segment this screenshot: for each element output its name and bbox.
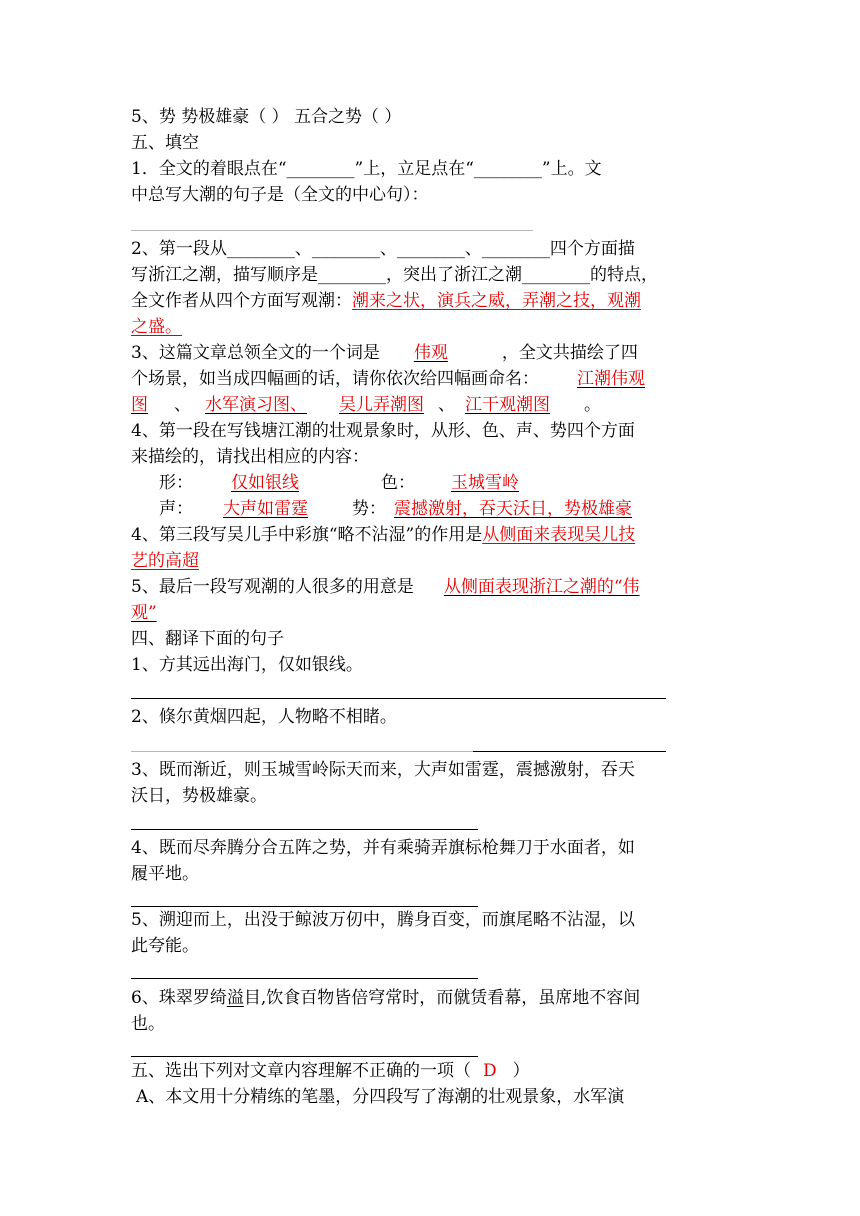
q5-line-b: [131, 601, 171, 627]
choose-answer: D: [483, 1061, 497, 1081]
q2-answer-2: 之盛。: [131, 317, 182, 337]
fill-heading: 五、填空: [131, 133, 199, 153]
q5-prompt: 5、最后一段写观潮的人很多的用意是: [131, 577, 414, 597]
translate-s2-rule-b[interactable]: [473, 751, 666, 752]
translate-heading: 四、翻译下面的句子: [131, 629, 284, 649]
q2-line-d: [131, 315, 182, 341]
q2-line-c: [131, 289, 641, 315]
translate-s2: 2、倏尔黄烟四起，人物略不相睹。: [131, 707, 397, 727]
form-label: 形：: [159, 473, 193, 493]
translate-s4-rule[interactable]: [131, 906, 478, 907]
form-answer: 仅如银线: [231, 473, 299, 493]
choose-heading: [131, 1059, 530, 1085]
translate-s6-b: 也。: [131, 1014, 165, 1034]
q4-form-color-line: [159, 471, 535, 497]
s6-post: 目,饮食百物皆倍穹常时，而僦赁看幕，虽席地不容间: [243, 988, 641, 1008]
translate-s3-a: 3、既而渐近，则玉城雪岭际天而来，大声如雷霆，震撼激射，吞天: [131, 760, 635, 780]
section5-line: 5、势 势极雄豪（ ） 五合之势（ ）: [131, 107, 402, 127]
q2-line-b: 写浙江之潮，描写顺序是________，突出了浙江之潮________的特点，: [131, 265, 658, 285]
choose-heading-post: ）: [512, 1061, 530, 1081]
translate-s6-rule[interactable]: [131, 1056, 478, 1057]
q1-answer-rule: [131, 230, 533, 231]
q1-line-b: 中总写大潮的句子是（全文的中心句）：: [131, 185, 429, 205]
s6-underlined-char: 溢: [226, 988, 244, 1008]
q5-answer-1: 从侧面表现浙江之潮的“伟: [443, 577, 640, 597]
translate-s6-a: [131, 986, 640, 1012]
q3-prompt: 3、这篇文章总领全文的一个词是: [131, 343, 380, 363]
q4-line-b: 来描绘的，请找出相应的内容：: [131, 447, 369, 467]
translate-s4-a: 4、既而尽奔腾分合五阵之势，并有乘骑弄旗标枪舞刀于水面者，如: [131, 838, 635, 858]
q5-line-a: [131, 575, 640, 601]
translate-s5-b: 此夸能。: [131, 936, 199, 956]
q4b-line-a: [131, 523, 635, 549]
q3-picture-3: 吴儿弄潮图: [339, 395, 424, 415]
q5-answer-2: 观”: [131, 603, 157, 623]
color-label: 色：: [381, 473, 415, 493]
q4-line-a: 4、第一段在写钱塘江潮的壮观景象时，从形、色、声、势四个方面: [131, 421, 635, 441]
sound-label: 声：: [159, 499, 193, 519]
q4b-answer-2: 艺的高超: [131, 551, 199, 571]
color-answer: 玉城雪岭: [451, 473, 519, 493]
force-answer: 震撼激射，吞天沃日，势极雄豪: [394, 499, 632, 519]
q3-picture-1b: 图: [131, 395, 148, 415]
q3-picture-2: 水军演习图: [205, 395, 290, 415]
q3-picture-4: 江干观潮图: [465, 395, 550, 415]
q1-line-a: 1．全文的着眼点在“________”上，立足点在“________”上。文: [131, 159, 602, 179]
q3-word: 伟观: [413, 343, 448, 363]
q3-picture-1: 江潮伟观: [577, 369, 645, 389]
q3-line-c: 图 、 水军演习图、 吴儿弄潮图 、 江干观潮图 。: [131, 395, 601, 415]
translate-s4-b: 履平地。: [131, 864, 199, 884]
q2-line-a: 2、第一段从________、________、________、________四个方面描: [131, 239, 635, 259]
translate-s1: 1、方其远出海门，仅如银线。: [131, 655, 363, 675]
sound-answer: 大声如雷霆: [223, 499, 308, 519]
q4b-prompt: 4、第三段写吴儿手中彩旗“略不沾湿”的作用是: [131, 525, 483, 545]
q3-prompt-2: 个场景，如当成四幅画的话，请你依次给四幅画命名：: [131, 369, 539, 389]
q2-prompt: 全文作者从四个方面写观潮：: [131, 291, 352, 311]
choose-heading-pre: 五、选出下列对文章内容理解不正确的一项（: [131, 1061, 471, 1081]
translate-s5-rule[interactable]: [131, 978, 478, 979]
translate-s3-rule[interactable]: [131, 829, 478, 830]
force-label: 势：: [352, 499, 386, 519]
s6-pre: 6、珠翠罗绮: [131, 988, 227, 1008]
q3-rest: ，全文共描绘了四: [501, 343, 638, 363]
translate-s2-rule-a[interactable]: [131, 751, 473, 752]
translate-s1-rule[interactable]: [131, 698, 666, 699]
q3-line-a: [131, 341, 638, 367]
choose-option-a: A、本文用十分精练的笔墨，分四段写了海潮的壮观景象，水军演: [136, 1087, 625, 1107]
q4b-answer-1: 从侧面来表现吴儿技: [482, 525, 636, 545]
q2-answer-1: 潮来之状，演兵之威，弄潮之技，观潮: [352, 291, 641, 311]
q4-sound-force-line: [159, 497, 640, 523]
translate-s3-b: 沃日，势极雄豪。: [131, 786, 267, 806]
q3-line-b: [131, 367, 645, 393]
translate-s5-a: 5、溯迎而上，出没于鲸波万仞中，腾身百变，而旗尾略不沾湿，以: [131, 910, 635, 930]
q4b-line-b: [131, 549, 207, 575]
